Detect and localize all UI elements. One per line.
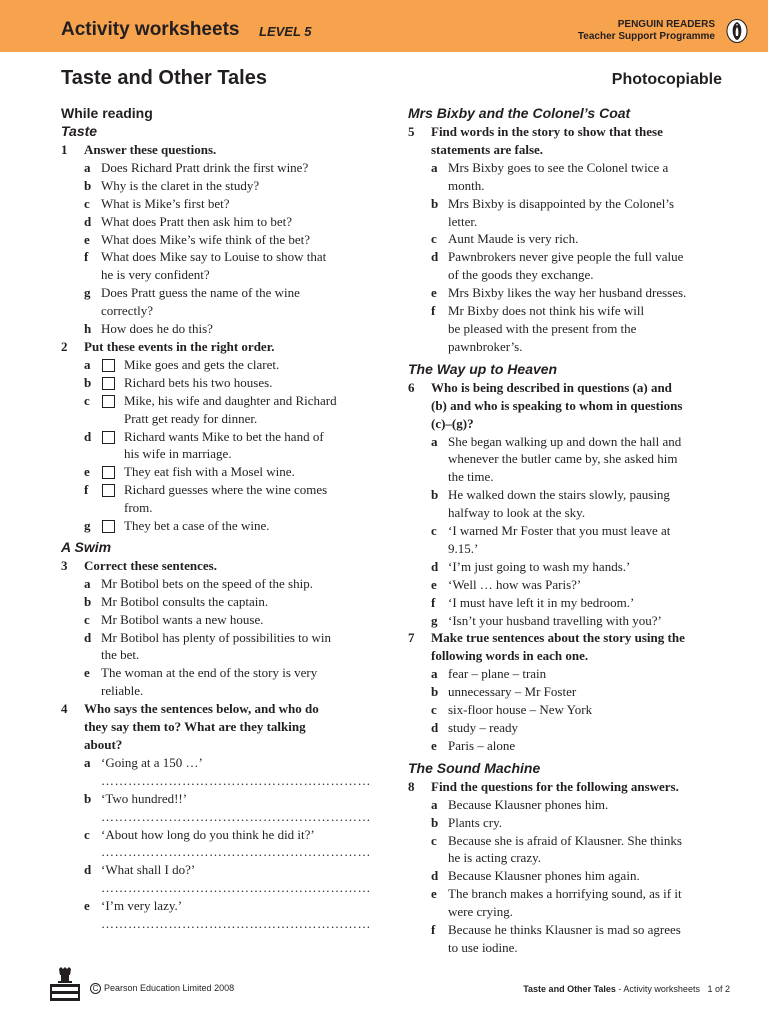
item-letter: b xyxy=(84,177,92,193)
answer-item xyxy=(408,885,724,921)
answer-dotted-line[interactable]: …………………………………………………… xyxy=(101,808,371,824)
item-text-line: Pawnbrokers never give people the full value xyxy=(448,249,684,265)
answer-item xyxy=(61,374,381,392)
page-number: 1 of 2 xyxy=(707,984,730,994)
item-text-line: Because she is afraid of Klausner. She thinks xyxy=(448,832,682,848)
question-6-items xyxy=(408,433,724,630)
item-letter: e xyxy=(431,285,437,301)
item-letter: d xyxy=(431,249,439,265)
item-text-line: unnecessary – Mr Foster xyxy=(448,684,577,700)
item-text-line: ‘I’m just going to wash my hands.’ xyxy=(448,558,631,574)
question-text-line: (b) and who is speaking to whom in questions xyxy=(431,397,683,413)
answer-item xyxy=(61,517,381,535)
order-answer-box[interactable] xyxy=(102,395,115,408)
item-letter: d xyxy=(84,629,92,645)
answer-item xyxy=(61,392,381,428)
item-text-line: ‘I must have left it in my bedroom.’ xyxy=(448,594,635,610)
item-text-line: 9.15.’ xyxy=(448,540,479,556)
pearson-longman-logo-icon xyxy=(50,967,80,1001)
answer-item xyxy=(408,737,724,755)
item-text-line: from. xyxy=(124,500,153,516)
order-answer-box[interactable] xyxy=(102,377,115,390)
question-5-items xyxy=(408,159,724,356)
item-letter: c xyxy=(84,611,90,627)
copyright-notice xyxy=(90,983,234,994)
item-text-line: Mike goes and gets the claret. xyxy=(124,356,280,372)
item-letter: e xyxy=(84,231,90,247)
item-text-line: She began walking up and down the hall and xyxy=(448,433,682,449)
item-letter: e xyxy=(431,886,437,902)
level-label: LEVEL 5 xyxy=(259,24,312,39)
item-text: ‘I’m very lazy.’ xyxy=(101,898,183,914)
answer-item xyxy=(408,814,724,832)
question-8-items xyxy=(408,796,724,957)
answer-item xyxy=(61,826,381,844)
answer-item xyxy=(408,867,724,885)
story-title-sound-machine: The Sound Machine xyxy=(408,759,541,776)
answer-item xyxy=(61,231,381,249)
item-text-line: he is acting crazy. xyxy=(448,850,541,866)
item-text-line: They bet a case of the wine. xyxy=(124,518,270,534)
question-text-line: Who is being described in questions (a) and xyxy=(431,379,672,395)
answer-item xyxy=(408,665,724,683)
item-letter: d xyxy=(84,428,92,444)
answer-item xyxy=(408,558,724,576)
answer-item xyxy=(408,576,724,594)
footer-doc-suffix: - Activity worksheets xyxy=(615,984,700,994)
question-7 xyxy=(408,629,724,665)
question-2 xyxy=(61,338,381,356)
answer-item xyxy=(61,629,381,665)
question-text-line: statements are false. xyxy=(431,141,544,157)
item-letter: e xyxy=(431,737,437,753)
item-letter: b xyxy=(431,684,439,700)
copyright-icon: C xyxy=(90,983,101,994)
item-letter: e xyxy=(84,665,90,681)
answer-item xyxy=(61,195,381,213)
penguin-logo-icon xyxy=(726,19,748,43)
answer-item xyxy=(408,832,724,868)
answer-item xyxy=(61,754,381,772)
item-text: ‘Two hundred!!’ xyxy=(101,790,188,806)
question-number: 4 xyxy=(61,701,68,717)
question-8 xyxy=(408,778,724,796)
answer-item xyxy=(408,594,724,612)
question-number: 3 xyxy=(61,557,68,573)
answer-item xyxy=(61,664,381,700)
item-text-line: he is very confident? xyxy=(101,267,210,283)
item-text-line: Because he thinks Klausner is mad so agrees xyxy=(448,922,681,938)
item-text-line: What does Pratt then ask him to bet? xyxy=(101,213,292,229)
question-text-line: they say them to? What are they talking xyxy=(84,719,306,735)
brand-line-2: Teacher Support Programme xyxy=(577,31,715,42)
left-column xyxy=(61,104,381,933)
question-2-items xyxy=(61,356,381,535)
answer-item xyxy=(408,248,724,284)
item-text-line: his wife in marriage. xyxy=(124,446,232,462)
answer-item xyxy=(408,195,724,231)
answer-item xyxy=(408,302,724,356)
answer-item xyxy=(61,481,381,517)
item-text: ‘Going at a 150 …’ xyxy=(101,754,203,770)
question-text: Find the questions for the following answers. xyxy=(431,778,679,794)
item-text-line: The woman at the end of the story is very xyxy=(101,665,318,681)
item-text-line: Why is the claret in the study? xyxy=(101,177,260,193)
item-letter: d xyxy=(431,868,439,884)
item-letter: g xyxy=(84,518,91,534)
question-number: 7 xyxy=(408,630,415,646)
question-5 xyxy=(408,123,724,159)
answer-item xyxy=(408,612,724,630)
question-text: Correct these sentences. xyxy=(84,557,217,573)
item-letter: g xyxy=(431,612,438,628)
item-text-line: Richard guesses where the wine comes xyxy=(124,482,328,498)
question-text-line: about? xyxy=(84,737,123,752)
item-text-line: correctly? xyxy=(101,303,153,319)
answer-item xyxy=(61,177,381,195)
answer-item xyxy=(61,428,381,464)
item-letter: g xyxy=(84,285,91,301)
item-text-line: Pratt get ready for dinner. xyxy=(124,410,258,426)
item-text-line: of the goods they exchange. xyxy=(448,267,594,283)
question-text: Put these events in the right order. xyxy=(84,338,275,354)
worksheet-type-title: Activity worksheets xyxy=(61,19,240,40)
answer-dotted-line[interactable]: …………………………………………………… xyxy=(101,916,371,932)
item-letter: e xyxy=(84,898,90,914)
item-text-line: What does Mike’s wife think of the bet? xyxy=(101,231,311,247)
question-7-items xyxy=(408,665,724,755)
item-text-line: whenever the butler came by, she asked him xyxy=(448,451,678,467)
question-number: 1 xyxy=(61,142,68,157)
answer-dotted-line[interactable]: …………………………………………………… xyxy=(101,844,371,860)
item-letter: d xyxy=(84,213,92,229)
item-text-line: Mike, his wife and daughter and Richard xyxy=(124,392,337,408)
header-band xyxy=(0,0,768,52)
answer-item xyxy=(408,921,724,957)
item-text: ‘What shall I do?’ xyxy=(101,862,196,878)
item-text-line: What is Mike’s first bet? xyxy=(101,195,230,211)
section-heading: While reading xyxy=(61,105,153,121)
answer-item xyxy=(408,433,724,487)
answer-item xyxy=(61,861,381,879)
item-letter: a xyxy=(431,796,438,812)
item-letter: f xyxy=(84,249,89,265)
item-letter: f xyxy=(84,482,89,498)
item-letter: e xyxy=(84,464,90,480)
item-letter: a xyxy=(431,666,438,682)
item-letter: d xyxy=(84,862,92,878)
item-letter: a xyxy=(84,575,91,591)
item-letter: a xyxy=(84,356,91,372)
item-letter: c xyxy=(431,523,437,539)
item-letter: b xyxy=(431,487,439,503)
order-answer-box[interactable] xyxy=(102,520,115,533)
item-text-line: Mr Botibol bets on the speed of the ship. xyxy=(101,575,313,591)
photocopiable-label: Photocopiable xyxy=(611,71,722,88)
question-text-line: (c)–(g)? xyxy=(431,415,474,431)
item-letter: e xyxy=(431,576,437,592)
item-letter: b xyxy=(84,374,92,390)
item-text-line: Does Richard Pratt drink the first wine? xyxy=(101,159,309,175)
item-letter: c xyxy=(84,826,90,842)
answer-item xyxy=(408,522,724,558)
item-text: ‘About how long do you think he did it?’ xyxy=(101,826,315,842)
item-text-line: Aunt Maude is very rich. xyxy=(448,231,579,247)
item-text-line: six-floor house – New York xyxy=(448,702,593,718)
answer-item xyxy=(61,356,381,374)
item-text-line: How does he do this? xyxy=(101,321,213,337)
answer-item xyxy=(408,796,724,814)
item-text-line: were crying. xyxy=(448,904,513,920)
story-title-heaven: The Way up to Heaven xyxy=(408,360,558,377)
answer-dotted-line[interactable]: …………………………………………………… xyxy=(101,772,371,788)
item-letter: a xyxy=(84,159,91,175)
question-3-items xyxy=(61,575,381,700)
answer-item xyxy=(408,230,724,248)
right-column xyxy=(408,104,724,957)
order-answer-box[interactable] xyxy=(102,431,115,444)
item-letter: f xyxy=(431,303,436,319)
question-4-items xyxy=(61,754,381,933)
question-number: 2 xyxy=(61,338,68,354)
item-letter: c xyxy=(84,195,90,211)
item-text-line: Because Klausner phones him again. xyxy=(448,868,640,884)
answer-item xyxy=(61,790,381,808)
answer-item xyxy=(61,897,381,915)
item-letter: a xyxy=(431,433,438,449)
item-text-line: Because Klausner phones him. xyxy=(448,796,609,812)
answer-item xyxy=(61,248,381,284)
item-letter: b xyxy=(84,593,92,609)
item-text-line: ‘Well … how was Paris?’ xyxy=(448,576,582,592)
question-4 xyxy=(61,700,381,754)
order-answer-box[interactable] xyxy=(102,484,115,497)
question-text-line: Find words in the story to show that these xyxy=(431,124,663,139)
item-letter: f xyxy=(431,922,436,938)
question-text-line: following words in each one. xyxy=(431,648,589,664)
item-letter: c xyxy=(84,392,90,408)
question-1-items xyxy=(61,159,381,338)
book-title: Taste and Other Tales xyxy=(61,67,267,89)
item-text-line: Mr Botibol has plenty of possibilities to win xyxy=(101,629,332,645)
item-text-line: The branch makes a horrifying sound, as if it xyxy=(448,886,682,902)
item-text-line: Does Pratt guess the name of the wine xyxy=(101,285,300,301)
item-text-line: be pleased with the present from the xyxy=(448,320,637,336)
item-text-line: month. xyxy=(448,177,485,193)
item-text-line: halfway to look at the sky. xyxy=(448,505,586,521)
answer-item xyxy=(408,701,724,719)
item-letter: c xyxy=(431,832,437,848)
item-text-line: They eat fish with a Mosel wine. xyxy=(124,464,295,480)
order-answer-box[interactable] xyxy=(102,359,115,372)
item-text-line: Mr Botibol wants a new house. xyxy=(101,611,264,627)
order-answer-box[interactable] xyxy=(102,466,115,479)
item-text-line: Plants cry. xyxy=(448,814,503,830)
answer-item xyxy=(408,284,724,302)
brand-line-1: PENGUIN READERS xyxy=(617,19,715,30)
question-text-line: Make true sentences about the story using the xyxy=(431,630,685,646)
item-letter: a xyxy=(84,754,91,770)
item-text-line: Paris – alone xyxy=(448,737,516,753)
answer-item xyxy=(408,719,724,737)
item-text-line: Mr Bixby does not think his wife will xyxy=(448,303,645,319)
item-text-line: ‘Isn’t your husband travelling with you?’ xyxy=(448,612,662,628)
question-number: 8 xyxy=(408,778,415,794)
item-letter: c xyxy=(431,231,437,247)
answer-dotted-line[interactable]: …………………………………………………… xyxy=(101,880,371,896)
story-title-taste: Taste xyxy=(61,123,98,139)
story-title-swim: A Swim xyxy=(61,538,112,555)
item-letter: c xyxy=(431,702,437,718)
item-letter: b xyxy=(431,195,439,211)
brand-block xyxy=(578,19,715,43)
item-text-line: ‘I warned Mr Foster that you must leave at xyxy=(448,523,671,539)
item-text-line: the time. xyxy=(448,469,494,485)
item-text-line: Mrs Bixby goes to see the Colonel twice a xyxy=(448,159,669,175)
item-text-line: Richard wants Mike to bet the hand of xyxy=(124,428,324,444)
question-text-line: Who says the sentences below, and who do xyxy=(84,701,319,717)
item-text-line: Mrs Bixby likes the way her husband dresses. xyxy=(448,285,687,301)
answer-item xyxy=(61,159,381,177)
answer-item xyxy=(408,486,724,522)
item-text-line: Richard bets his two houses. xyxy=(124,374,273,390)
answer-item xyxy=(61,284,381,320)
item-text-line: study – ready xyxy=(448,720,519,735)
item-text-line: letter. xyxy=(448,213,478,229)
copyright-text: Pearson Education Limited 2008 xyxy=(104,983,235,993)
item-letter: d xyxy=(431,558,439,574)
footer-doc-title: Taste and Other Tales xyxy=(523,984,616,994)
question-number: 6 xyxy=(408,379,415,395)
item-letter: f xyxy=(431,594,436,610)
answer-item xyxy=(61,575,381,593)
item-text-line: He walked down the stairs slowly, pausing xyxy=(448,487,670,503)
question-3 xyxy=(61,557,381,575)
answer-item xyxy=(408,159,724,195)
story-title-bixby: Mrs Bixby and the Colonel’s Coat xyxy=(408,105,631,121)
item-letter: a xyxy=(431,159,438,175)
answer-item xyxy=(61,593,381,611)
item-text-line: to use iodine. xyxy=(448,939,518,955)
item-text-line: What does Mike say to Louise to show that xyxy=(101,249,327,265)
item-text-line: the bet. xyxy=(101,647,140,663)
item-text-line: Mrs Bixby is disappointed by the Colonel’s xyxy=(448,195,675,211)
item-text-line: reliable. xyxy=(101,683,144,699)
item-letter: b xyxy=(84,790,92,806)
question-number: 5 xyxy=(408,124,415,139)
answer-item xyxy=(408,683,724,701)
answer-item xyxy=(61,213,381,231)
item-text-line: pawnbroker’s. xyxy=(448,338,523,354)
item-letter: d xyxy=(431,720,439,735)
answer-item xyxy=(61,463,381,481)
question-1 xyxy=(61,141,381,159)
answer-item xyxy=(61,611,381,629)
item-text-line: fear – plane – train xyxy=(448,666,547,682)
footer-doc-info xyxy=(523,984,730,994)
answer-item xyxy=(61,320,381,338)
item-letter: b xyxy=(431,814,439,830)
item-letter: h xyxy=(84,321,92,337)
question-6 xyxy=(408,379,724,433)
item-text-line: Mr Botibol consults the captain. xyxy=(101,593,269,609)
question-text: Answer these questions. xyxy=(84,142,217,157)
